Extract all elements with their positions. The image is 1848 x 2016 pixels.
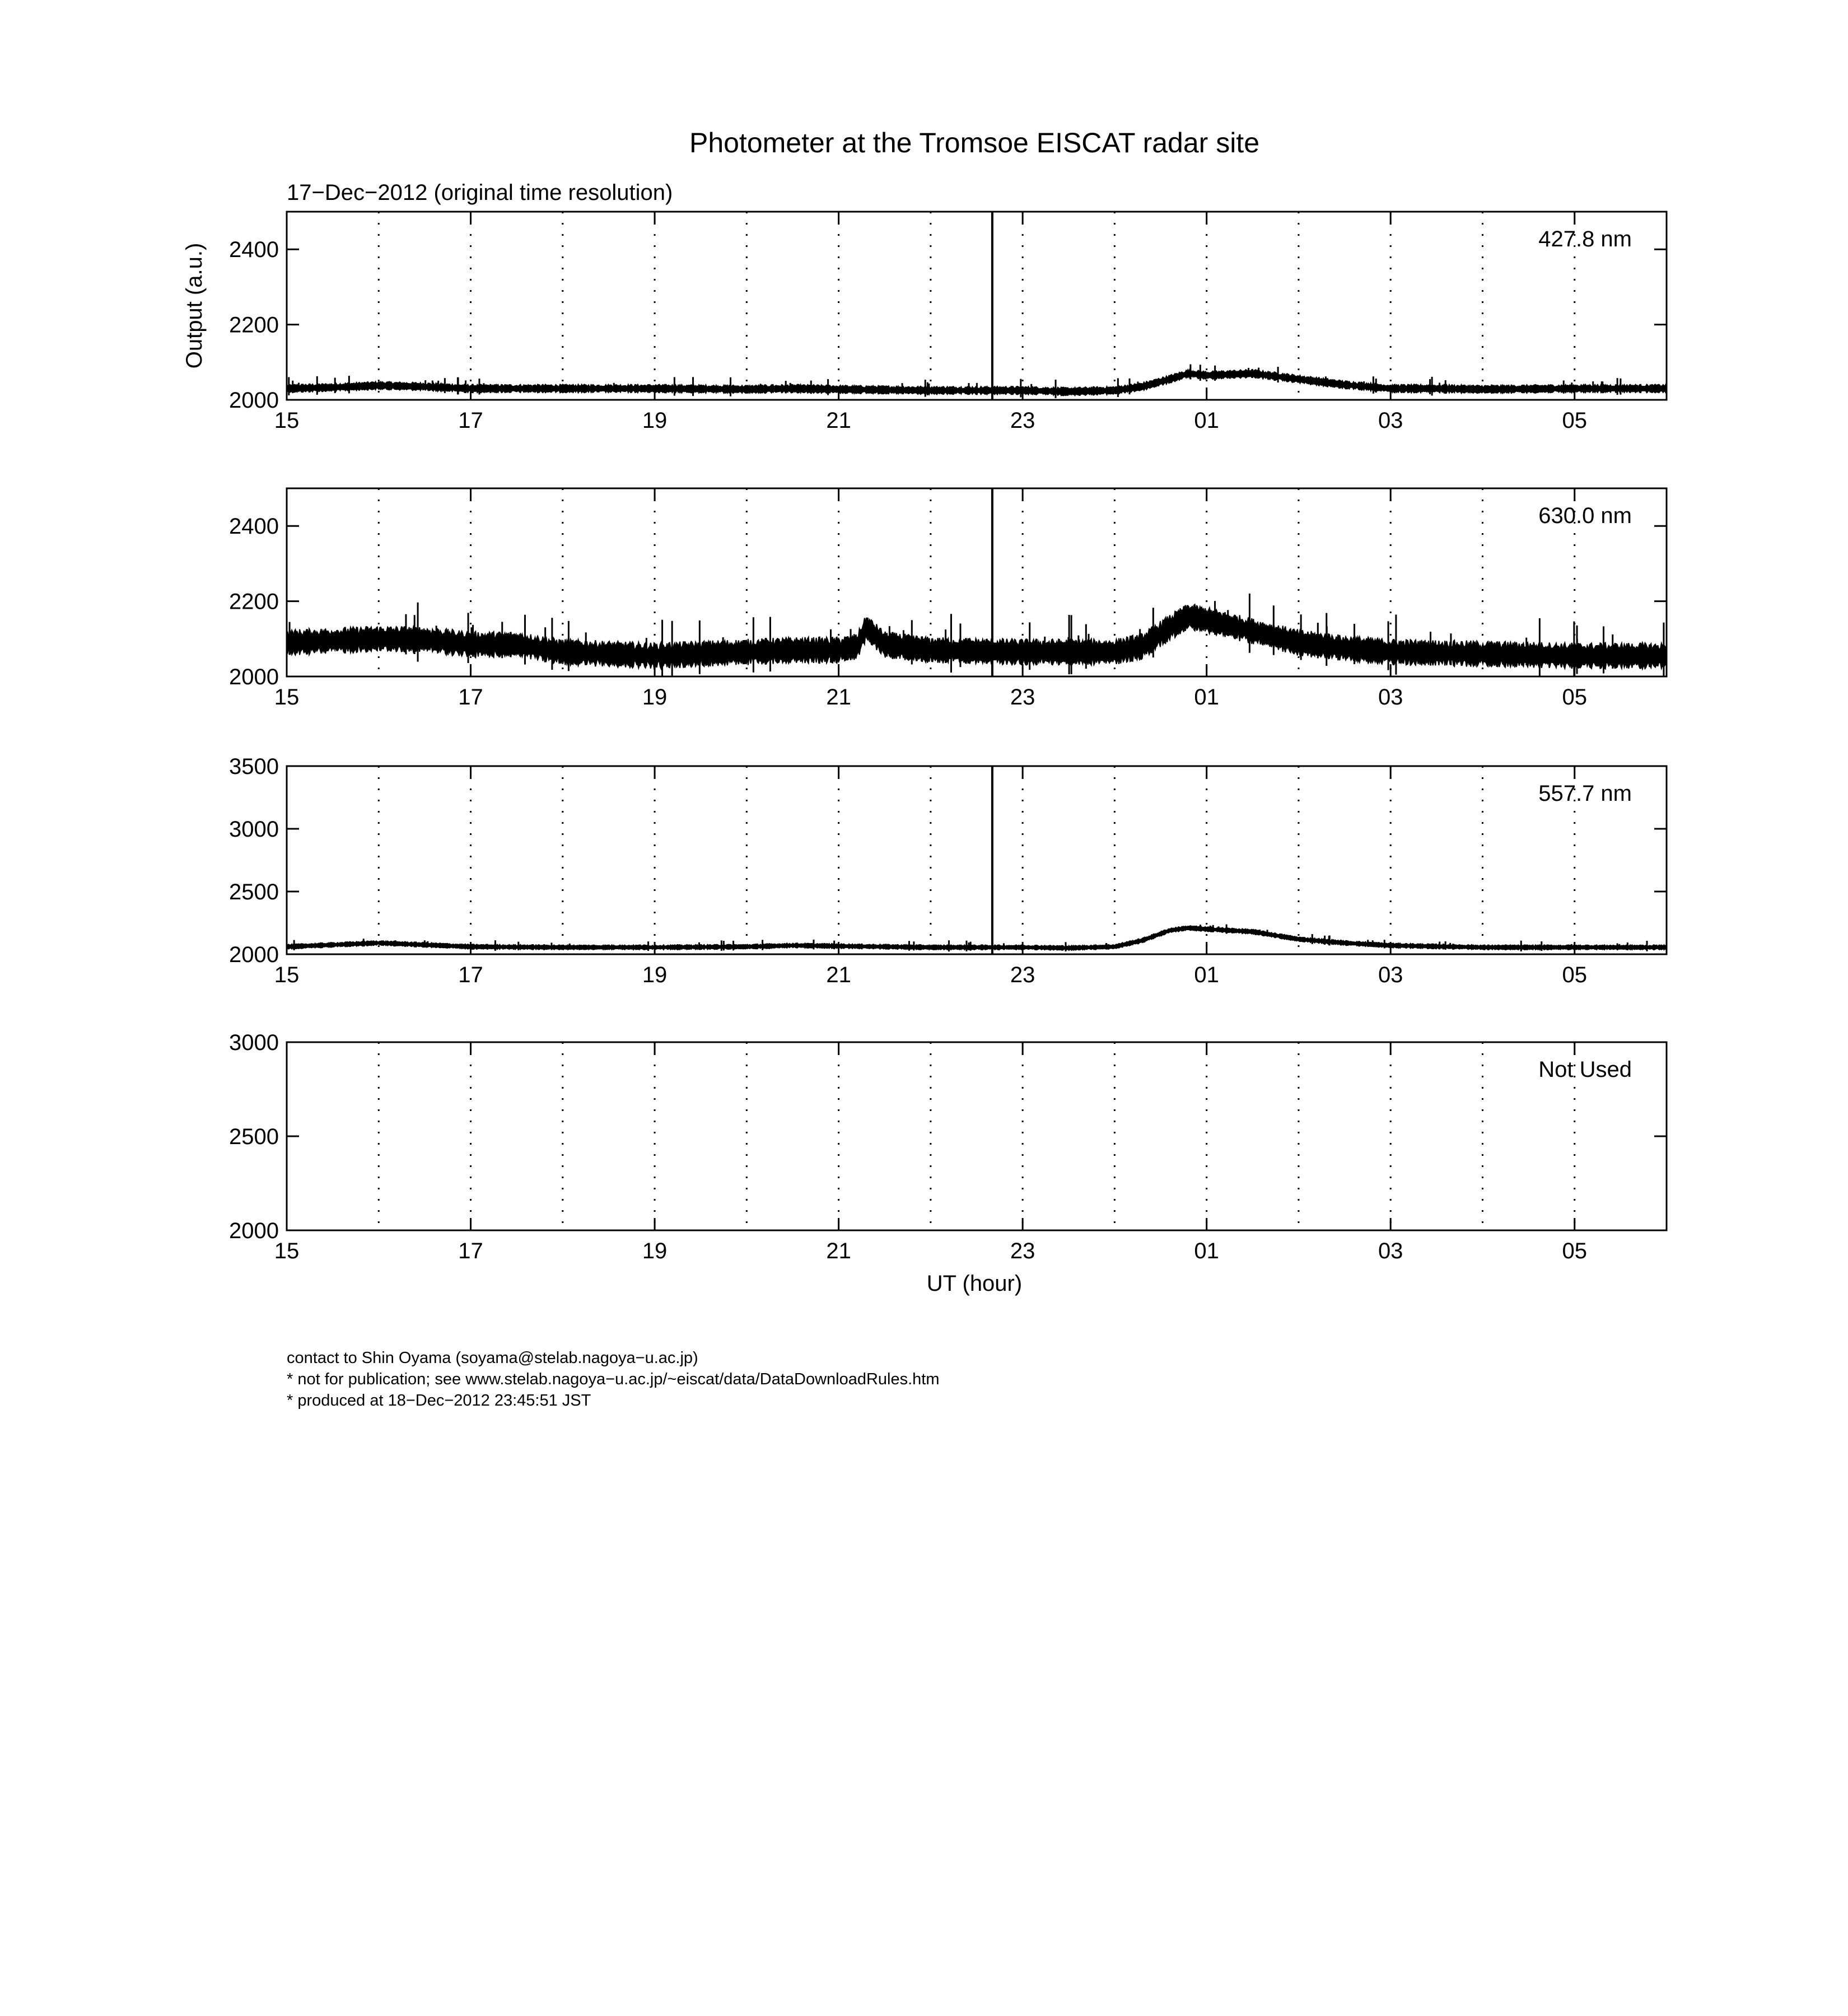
x-tick-label: 03 <box>1378 963 1403 987</box>
panel-3 <box>229 754 1667 987</box>
y-tick-label: 2000 <box>229 942 279 967</box>
y-tick-label: 2200 <box>229 589 279 614</box>
x-tick-label: 15 <box>274 1239 300 1263</box>
plot-frame <box>287 766 1667 954</box>
x-tick-label: 23 <box>1010 685 1035 710</box>
x-tick-label: 01 <box>1194 963 1219 987</box>
x-tick-label: 21 <box>826 963 851 987</box>
y-tick-label: 2000 <box>229 665 279 689</box>
x-tick-label: 01 <box>1194 408 1219 433</box>
x-tick-label: 21 <box>826 1239 851 1263</box>
x-tick-label: 01 <box>1194 685 1219 710</box>
plot-frame <box>287 1042 1667 1230</box>
series-label: Not Used <box>1538 1057 1632 1082</box>
x-tick-label: 23 <box>1010 1239 1035 1263</box>
panel-1 <box>229 212 1667 433</box>
plot-frame <box>287 212 1667 400</box>
data-series <box>287 926 1667 950</box>
chart-title: Photometer at the Tromsoe EISCAT radar site <box>689 127 1260 158</box>
x-tick-label: 03 <box>1378 1239 1403 1263</box>
series-label: 427.8 nm <box>1538 227 1632 251</box>
x-tick-label: 05 <box>1562 963 1587 987</box>
x-tick-label: 19 <box>642 963 668 987</box>
y-tick-label: 2000 <box>229 388 279 413</box>
x-tick-label: 15 <box>274 963 300 987</box>
y-tick-label: 2400 <box>229 514 279 539</box>
x-tick-label: 15 <box>274 685 300 710</box>
y-tick-label: 2500 <box>229 1124 279 1149</box>
x-tick-label: 23 <box>1010 408 1035 433</box>
panel-4 <box>229 1030 1667 1263</box>
x-tick-label: 05 <box>1562 685 1587 710</box>
x-axis-label: UT (hour) <box>926 1271 1023 1296</box>
series-label: 557.7 nm <box>1538 781 1632 806</box>
x-tick-label: 05 <box>1562 1239 1587 1263</box>
x-tick-label: 05 <box>1562 408 1587 433</box>
x-tick-label: 17 <box>458 408 483 433</box>
x-tick-label: 19 <box>642 408 668 433</box>
y-axis-label: Output (a.u.) <box>182 242 207 369</box>
x-tick-label: 19 <box>642 685 668 710</box>
x-tick-label: 03 <box>1378 685 1403 710</box>
chart-subtitle: 17−Dec−2012 (original time resolution) <box>287 180 673 205</box>
y-tick-label: 3000 <box>229 1030 279 1055</box>
data-series <box>287 604 1667 669</box>
x-tick-label: 19 <box>642 1239 668 1263</box>
footer-contact: contact to Shin Oyama (soyama@stelab.nagoya−u.ac.jp) <box>287 1349 698 1367</box>
panel-2 <box>229 488 1667 710</box>
x-tick-label: 03 <box>1378 408 1403 433</box>
x-tick-label: 15 <box>274 408 300 433</box>
x-tick-label: 17 <box>458 963 483 987</box>
y-tick-label: 2200 <box>229 312 279 338</box>
y-tick-label: 2000 <box>229 1219 279 1243</box>
y-tick-label: 2400 <box>229 237 279 263</box>
y-tick-label: 2500 <box>229 880 279 904</box>
x-tick-label: 23 <box>1010 963 1035 987</box>
y-tick-label: 3000 <box>229 817 279 842</box>
footer-rules: * not for publication; see www.stelab.nagoya−u.ac.jp/~eiscat/data/DataDownloadRules.htm <box>287 1370 940 1388</box>
x-tick-label: 21 <box>826 408 851 433</box>
x-tick-label: 17 <box>458 1239 483 1263</box>
x-tick-label: 01 <box>1194 1239 1219 1263</box>
series-label: 630.0 nm <box>1538 503 1632 528</box>
footer-produced: * produced at 18−Dec−2012 23:45:51 JST <box>287 1392 591 1410</box>
panels <box>229 212 1667 1263</box>
x-tick-label: 17 <box>458 685 483 710</box>
x-tick-label: 21 <box>826 685 851 710</box>
y-tick-label: 3500 <box>229 754 279 779</box>
